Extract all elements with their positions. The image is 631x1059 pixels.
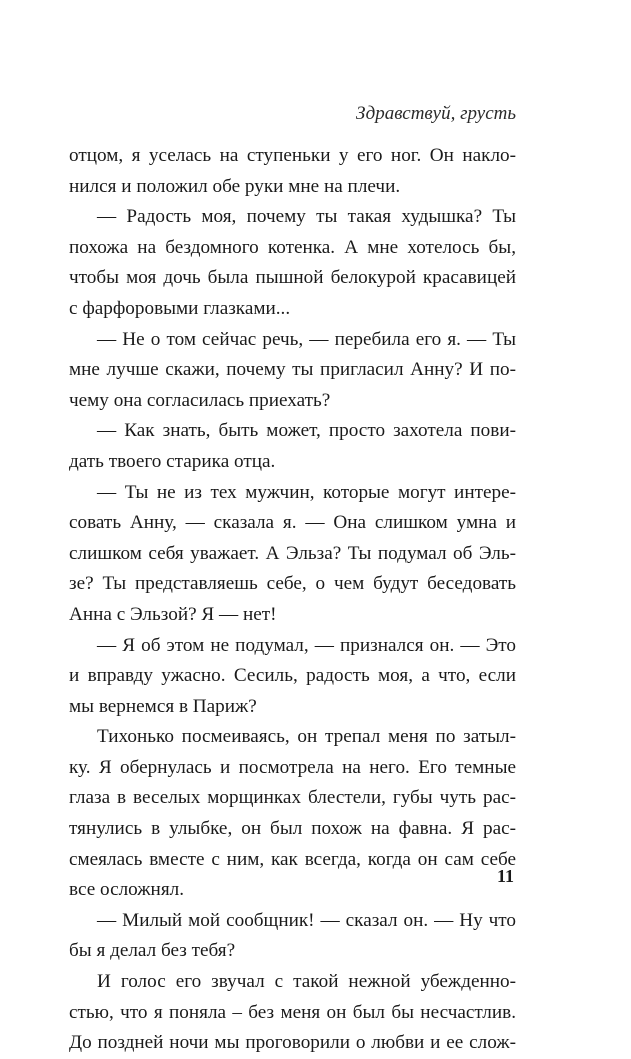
text-line: — Радость моя, почему ты такая худышка? Ты [97, 206, 516, 228]
text-line: мы вернемся в Париж? [69, 695, 257, 717]
text-line: зе? Ты представляешь себе, о чем будут беседовать [69, 573, 516, 595]
text-line: совать Анну, — сказала я. — Она слишком умна и [69, 512, 516, 534]
text-line: До поздней ночи мы проговорили о любви и ее слож- [69, 1032, 516, 1054]
text-line: чему она согласилась приехать? [69, 389, 331, 411]
text-line: ку. Я обернулась и посмотрела на него. Его темные [69, 756, 516, 778]
text-line: Анна с Эльзой? Я — нет! [69, 603, 277, 625]
text-line: с фарфоровыми глазками... [69, 297, 291, 319]
text-line: отцом, я уселась на ступеньки у его ног. Он накло- [69, 145, 516, 166]
text-line: — Я об этом не подумал, — признался он. — Это [97, 634, 516, 656]
text-line: похожа на бездомного котенка. А мне хотелось бы, [69, 236, 516, 258]
text-line: чтобы моя дочь была пышной белокурой красавицей [69, 267, 516, 289]
text-line: тянулись в улыбке, он был похож на фавна. Я рас- [69, 818, 516, 840]
text-line: — Не о том сейчас речь, — перебила его я. — Ты [97, 328, 516, 350]
text-line: Тихонько посмеиваясь, он трепал меня по затыл- [97, 726, 516, 748]
text-line: бы я делал без тебя? [69, 940, 236, 962]
text-line: — Как знать, быть может, просто захотела пови- [97, 420, 516, 442]
text-line: все осложнял. [69, 879, 185, 901]
text-line: и вправду ужасно. Сесиль, радость моя, а что, если [69, 665, 516, 687]
text-line: мне лучше скажи, почему ты пригласил Анну? И по- [69, 359, 516, 381]
text-line: смеялась вместе с ним, как всегда, когда он сам себе [69, 848, 516, 870]
body-text [69, 141, 516, 1059]
text-line: стью, что я поняла – без меня он был бы несчастлив. [69, 1001, 516, 1023]
text-line: глаза в веселых морщинках блестели, губы чуть рас- [69, 787, 516, 809]
running-head: Здравствуй, грусть [356, 103, 516, 124]
text-line: нился и положил обе руки мне на плечи. [69, 175, 401, 197]
text-line: — Милый мой сообщник! — сказал он. — Ну что [97, 909, 516, 931]
text-line: слишком себя уважает. А Эльза? Ты подумал об Эль- [69, 542, 516, 564]
page-number: 11 [496, 866, 514, 886]
text-line: дать твоего старика отца. [69, 450, 276, 472]
text-line: И голос его звучал с такой нежной убежденно- [97, 971, 516, 993]
text-line: — Ты не из тех мужчин, которые могут интере- [97, 481, 516, 503]
